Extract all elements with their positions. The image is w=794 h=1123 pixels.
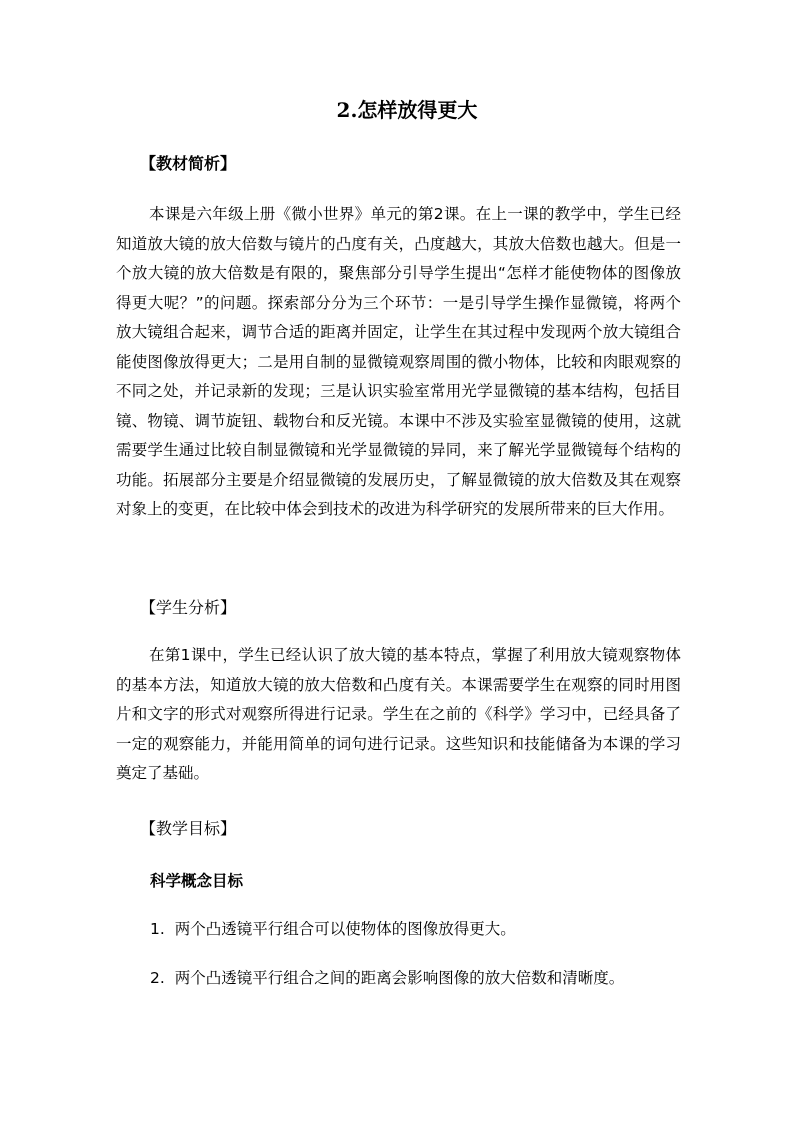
list-item-text: 两个凸透镜平行组合之间的距离会影响图像的放大倍数和清晰度。 bbox=[174, 969, 625, 987]
list-item-number: 1. bbox=[150, 920, 165, 938]
section-heading-student-analysis: 【学生分析】 bbox=[140, 598, 237, 617]
list-item bbox=[150, 918, 516, 940]
textbook-analysis-paragraph: 本课是六年级上册《微小世界》单元的第2课。在上一课的教学中，学生已经知道放大镜的放大倍数与镜片的凸度有关，凸度越大，其放大倍数也越大。但是一个放大镜的放大倍数是有限的，聚焦部分引导学生提出“怎样才能使物体的图像放得更大呢？”的问题。探索部分分为三个环节：一是引导学生操作显微镜，将两个放大镜组合起来，调节合适的距离并固定，让学生在其过程中发现两个放大镜组合能使图像放得更大；二是用自制的显微镜观察周围的微小物体，比较和肉眼观察的不同之处，并记录新的发现；三是认识实验室常用光学显微镜的基本结构，包括目镜、物镜、调节旋钮、载物台和反光镜。本课中不涉及实验室显微镜的使用，这就需要学生通过比较自制显微镜和光学显微镜的异同，来了解光学显微镜每个结构的功能。拓展部分主要是介绍显微镜的发展历史，了解显微镜的放大倍数及其在观察对象上的变更，在比较中体会到技术的改进为科学研究的发展所带来的巨大作用。 bbox=[116, 205, 681, 518]
student-analysis-paragraph: 在第1课中，学生已经认识了放大镜的基本特点，掌握了利用放大镜观察物体的基本方法，知道放大镜的放大倍数和凸度有关。本课需要学生在观察的同时用图片和文字的形式对观察所得进行记录。学生在之前的《科学》学习中，已经具备了一定的观察能力，并能用简单的词句进行记录。这些知识和技能储备为本课的学习奠定了基础。 bbox=[116, 646, 681, 782]
list-item-text: 两个凸透镜平行组合可以使物体的图像放得更大。 bbox=[174, 920, 516, 938]
section-heading-teaching-objectives: 【教学目标】 bbox=[140, 819, 237, 838]
list-item bbox=[150, 967, 624, 989]
section-heading-textbook-analysis: 【教材简析】 bbox=[140, 154, 237, 173]
list-item-number: 2. bbox=[150, 969, 165, 987]
subheading-science-concept-objectives: 科学概念目标 bbox=[150, 872, 244, 890]
page-title: 2.怎样放得更大 bbox=[336, 98, 478, 122]
